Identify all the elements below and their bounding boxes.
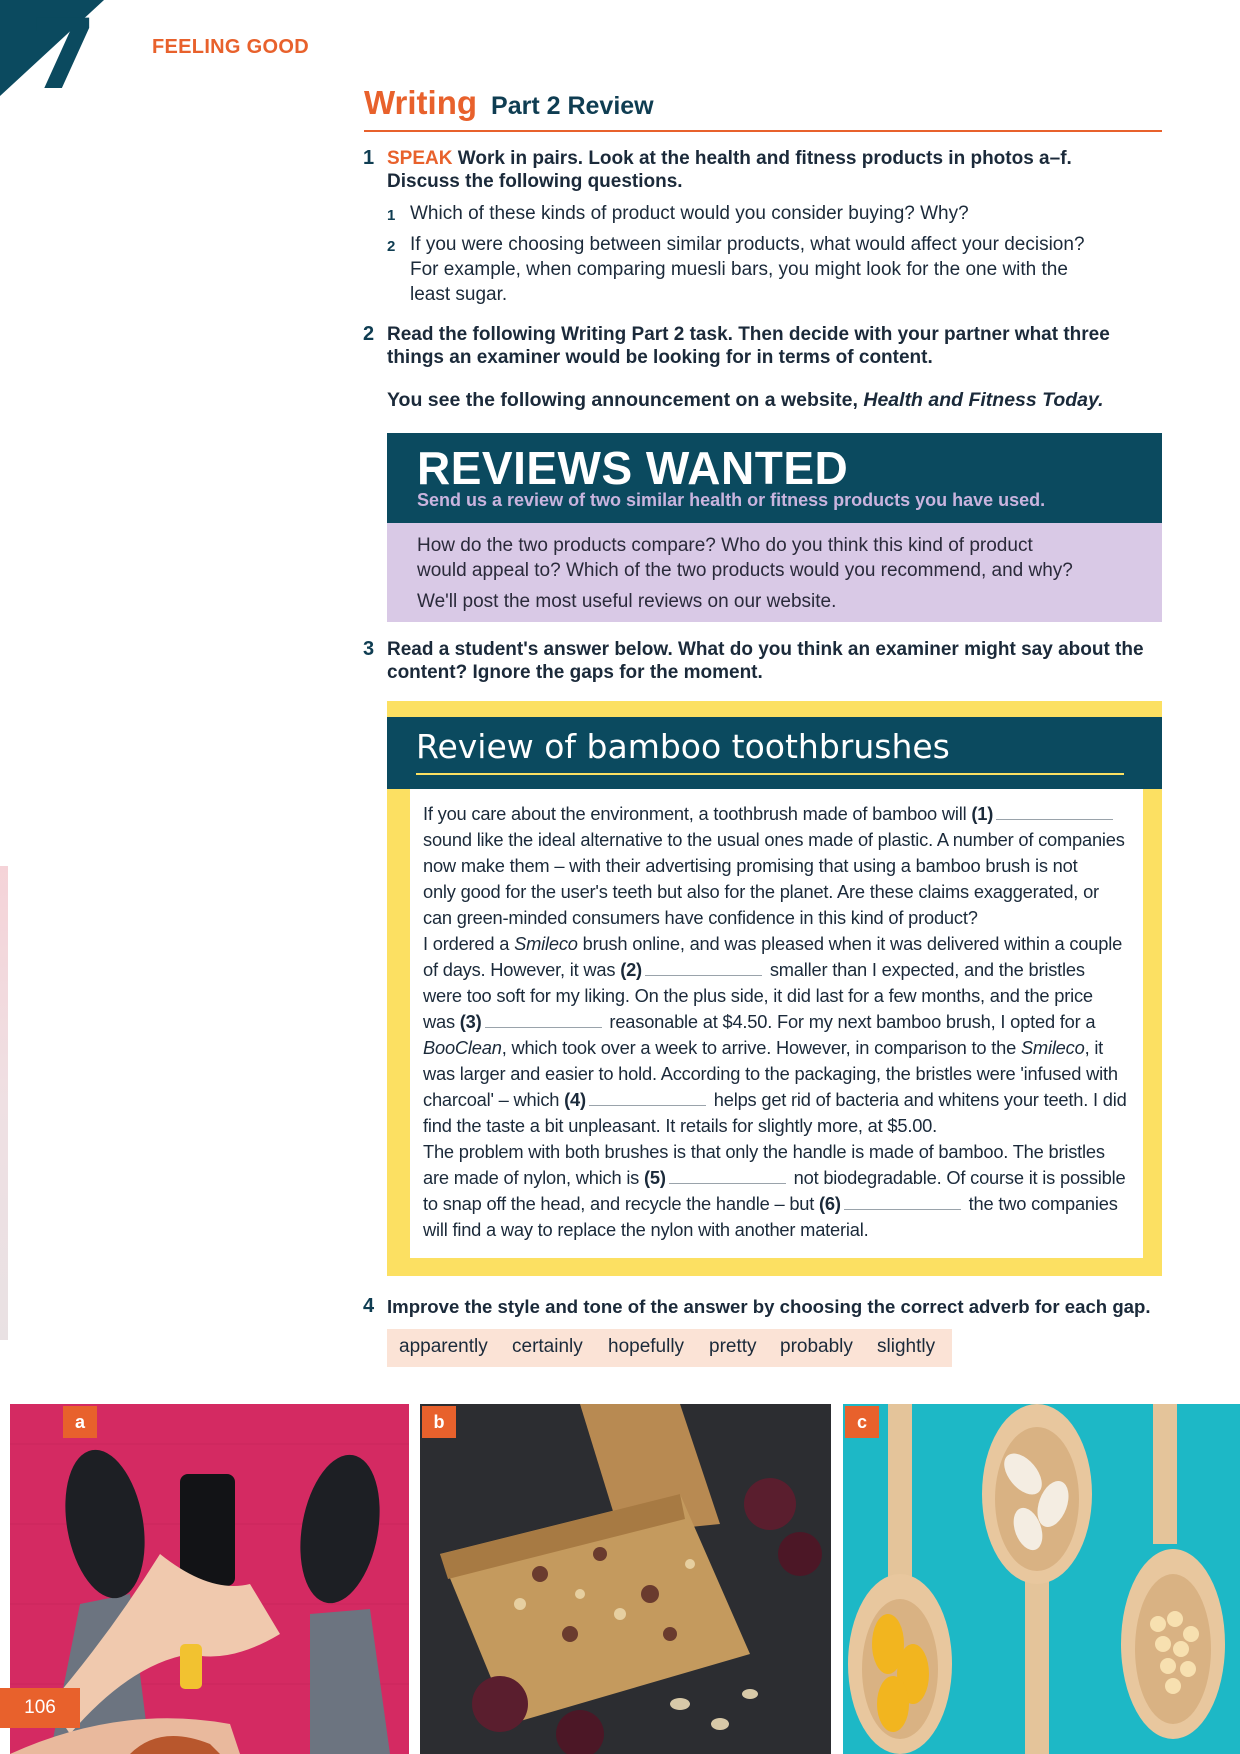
unit-badge <box>0 0 104 96</box>
page-number: 106 <box>0 1688 80 1728</box>
review-paragraph-2 <box>423 931 1135 1139</box>
exercise-4-instruction: Improve the style and tone of the answer by choosing the correct adverb for each gap. <box>387 1296 1151 1317</box>
word-option[interactable]: apparently <box>399 1336 488 1357</box>
review-paragraph-1 <box>423 801 1135 931</box>
gap-1[interactable] <box>996 805 1113 820</box>
gap-1-label: (1) <box>971 803 994 824</box>
gap-4-label: (4) <box>564 1089 586 1110</box>
review-text: , which took over a week to arrive. However, in comparison to the <box>501 1037 1021 1058</box>
photo-c-tag: c <box>845 1406 879 1438</box>
exercise-1-instruction <box>387 147 1167 193</box>
word-option[interactable]: probably <box>780 1336 853 1357</box>
review-text: to snap off the head, and recycle the handle – but <box>423 1193 820 1214</box>
review-title-underline <box>416 773 1124 775</box>
review-text: are made of nylon, which is <box>423 1167 644 1188</box>
speak-label: SPEAK <box>387 148 453 169</box>
question-2-line2: For example, when comparing muesli bars, you might look for the one with the <box>410 259 1068 280</box>
question-2-line3: least sugar. <box>410 284 508 305</box>
reviews-wanted-note: We'll post the most useful reviews on our website. <box>417 591 837 612</box>
reviews-wanted-question-l2: would appeal to? Which of the two products would you recommend, and why? <box>417 560 1073 581</box>
exercise-3-instruction <box>387 638 1167 684</box>
review-text: brush online, and was pleased when it was delivered within a couple <box>577 933 1123 954</box>
gap-4[interactable] <box>589 1091 706 1106</box>
review-text: find the taste a bit unpleasant. It retails for slightly more, at $5.00. <box>423 1115 938 1136</box>
gap-6[interactable] <box>844 1195 961 1210</box>
review-text: charcoal' – which <box>423 1089 565 1110</box>
exercise-1-line2: Discuss the following questions. <box>387 171 683 192</box>
gap-3-label: (3) <box>459 1011 482 1032</box>
exercise-2-number: 2 <box>363 323 375 345</box>
review-header <box>387 717 1162 789</box>
reviews-wanted-title: REVIEWS WANTED <box>417 442 849 494</box>
review-title: Review of bamboo toothbrushes <box>416 727 950 766</box>
review-text: I ordered a <box>423 933 515 954</box>
review-text: of days. However, it was <box>423 959 621 980</box>
word-box <box>387 1329 952 1367</box>
gap-5-label: (5) <box>644 1167 666 1188</box>
review-text: smaller than I expected, and the bristles <box>764 959 1085 980</box>
review-text: sound like the ideal alternative to the usual ones made of plastic. A number of companies <box>423 829 1125 850</box>
edge-photo-strip <box>0 866 8 1340</box>
reviews-wanted-question-l1: How do the two products compare? Who do you think this kind of product <box>417 535 1033 556</box>
review-text: The problem with both brushes is that only the handle is made of bamboo. The bristles <box>423 1141 1105 1162</box>
review-text: only good for the user's teeth but also for the planet. Are these claims exaggerated, or <box>423 881 1099 902</box>
gap-2-label: (2) <box>620 959 642 980</box>
product-name: Smileco <box>514 933 578 954</box>
review-text: was <box>423 1011 460 1032</box>
review-text: can green-minded consumers have confidence in this kind of product? <box>423 907 978 928</box>
section-heading <box>364 84 1162 132</box>
question-1-number: 1 <box>387 207 396 224</box>
exercise-3-line2: content? Ignore the gaps for the moment. <box>387 662 763 683</box>
review-body <box>410 789 1143 1258</box>
exercise-3-line1: Read a student's answer below. What do you think an examiner might say about the <box>387 639 1144 660</box>
announcement-site: Health and Fitness Today. <box>863 389 1104 411</box>
question-2-text <box>410 232 1170 307</box>
photo-a-tag: a <box>63 1406 97 1438</box>
review-text: will find a way to replace the nylon with another material. <box>423 1219 869 1240</box>
reviews-wanted-body <box>387 523 1162 622</box>
exercise-2-instruction <box>387 323 1167 369</box>
exercise-3-number: 3 <box>363 638 375 660</box>
word-option[interactable]: hopefully <box>608 1336 685 1357</box>
review-text: , it <box>1084 1037 1104 1058</box>
review-text: were too soft for my liking. On the plus side, it did last for a few months, and the price <box>423 985 1093 1006</box>
exercise-2-line2: things an examiner would be looking for in terms of content. <box>387 347 933 368</box>
review-text: not biodegradable. Of course it is possible <box>788 1167 1126 1188</box>
question-1-text: Which of these kinds of product would you consider buying? Why? <box>410 203 969 224</box>
gap-3[interactable] <box>485 1013 602 1028</box>
photo-b-tag: b <box>422 1406 456 1438</box>
photo-b-muesli-bars <box>420 1404 831 1754</box>
word-option[interactable]: pretty <box>709 1336 757 1357</box>
review-paragraph-3 <box>423 1139 1135 1243</box>
reviews-wanted-subtitle: Send us a review of two similar health or fitness products you have used. <box>417 490 1046 510</box>
reviews-wanted-header <box>387 433 1162 523</box>
unit-number: 7 <box>30 0 97 96</box>
review-text: If you care about the environment, a toothbrush made of bamboo will <box>423 803 972 824</box>
question-2-number: 2 <box>387 238 396 255</box>
product-name: BooClean <box>423 1037 502 1058</box>
exercise-1-line1: Work in pairs. Look at the health and fitness products in photos a–f. <box>457 148 1072 169</box>
exercise-2-line1: Read the following Writing Part 2 task. Then decide with your partner what three <box>387 324 1110 345</box>
review-text: helps get rid of bacteria and whitens your teeth. I did <box>708 1089 1127 1110</box>
unit-label: FEELING GOOD <box>152 36 309 58</box>
product-name: Smileco <box>1020 1037 1085 1058</box>
word-option[interactable]: certainly <box>512 1336 583 1357</box>
heading-part: Part 2 Review <box>491 92 654 120</box>
gap-5[interactable] <box>669 1169 786 1184</box>
review-text: now make them – with their advertising promising that using a bamboo brush is not <box>423 855 1078 876</box>
review-text: reasonable at $4.50. For my next bamboo brush, I opted for a <box>604 1011 1096 1032</box>
announcement-line <box>387 389 1104 412</box>
exercise-4-number: 4 <box>363 1295 375 1317</box>
announcement-prefix: You see the following announcement on a website, <box>387 389 864 411</box>
review-text: the two companies <box>963 1193 1118 1214</box>
gap-2[interactable] <box>645 961 762 976</box>
question-2-line1: If you were choosing between similar products, what would affect your decision? <box>410 234 1085 255</box>
photo-c-supplements <box>843 1404 1240 1754</box>
exercise-1-number: 1 <box>363 147 375 169</box>
word-option[interactable]: slightly <box>877 1336 936 1357</box>
review-text: was larger and easier to hold. According to the packaging, the bristles were 'infused with <box>423 1063 1118 1084</box>
gap-6-label: (6) <box>819 1193 841 1214</box>
heading-writing: Writing <box>364 84 478 121</box>
